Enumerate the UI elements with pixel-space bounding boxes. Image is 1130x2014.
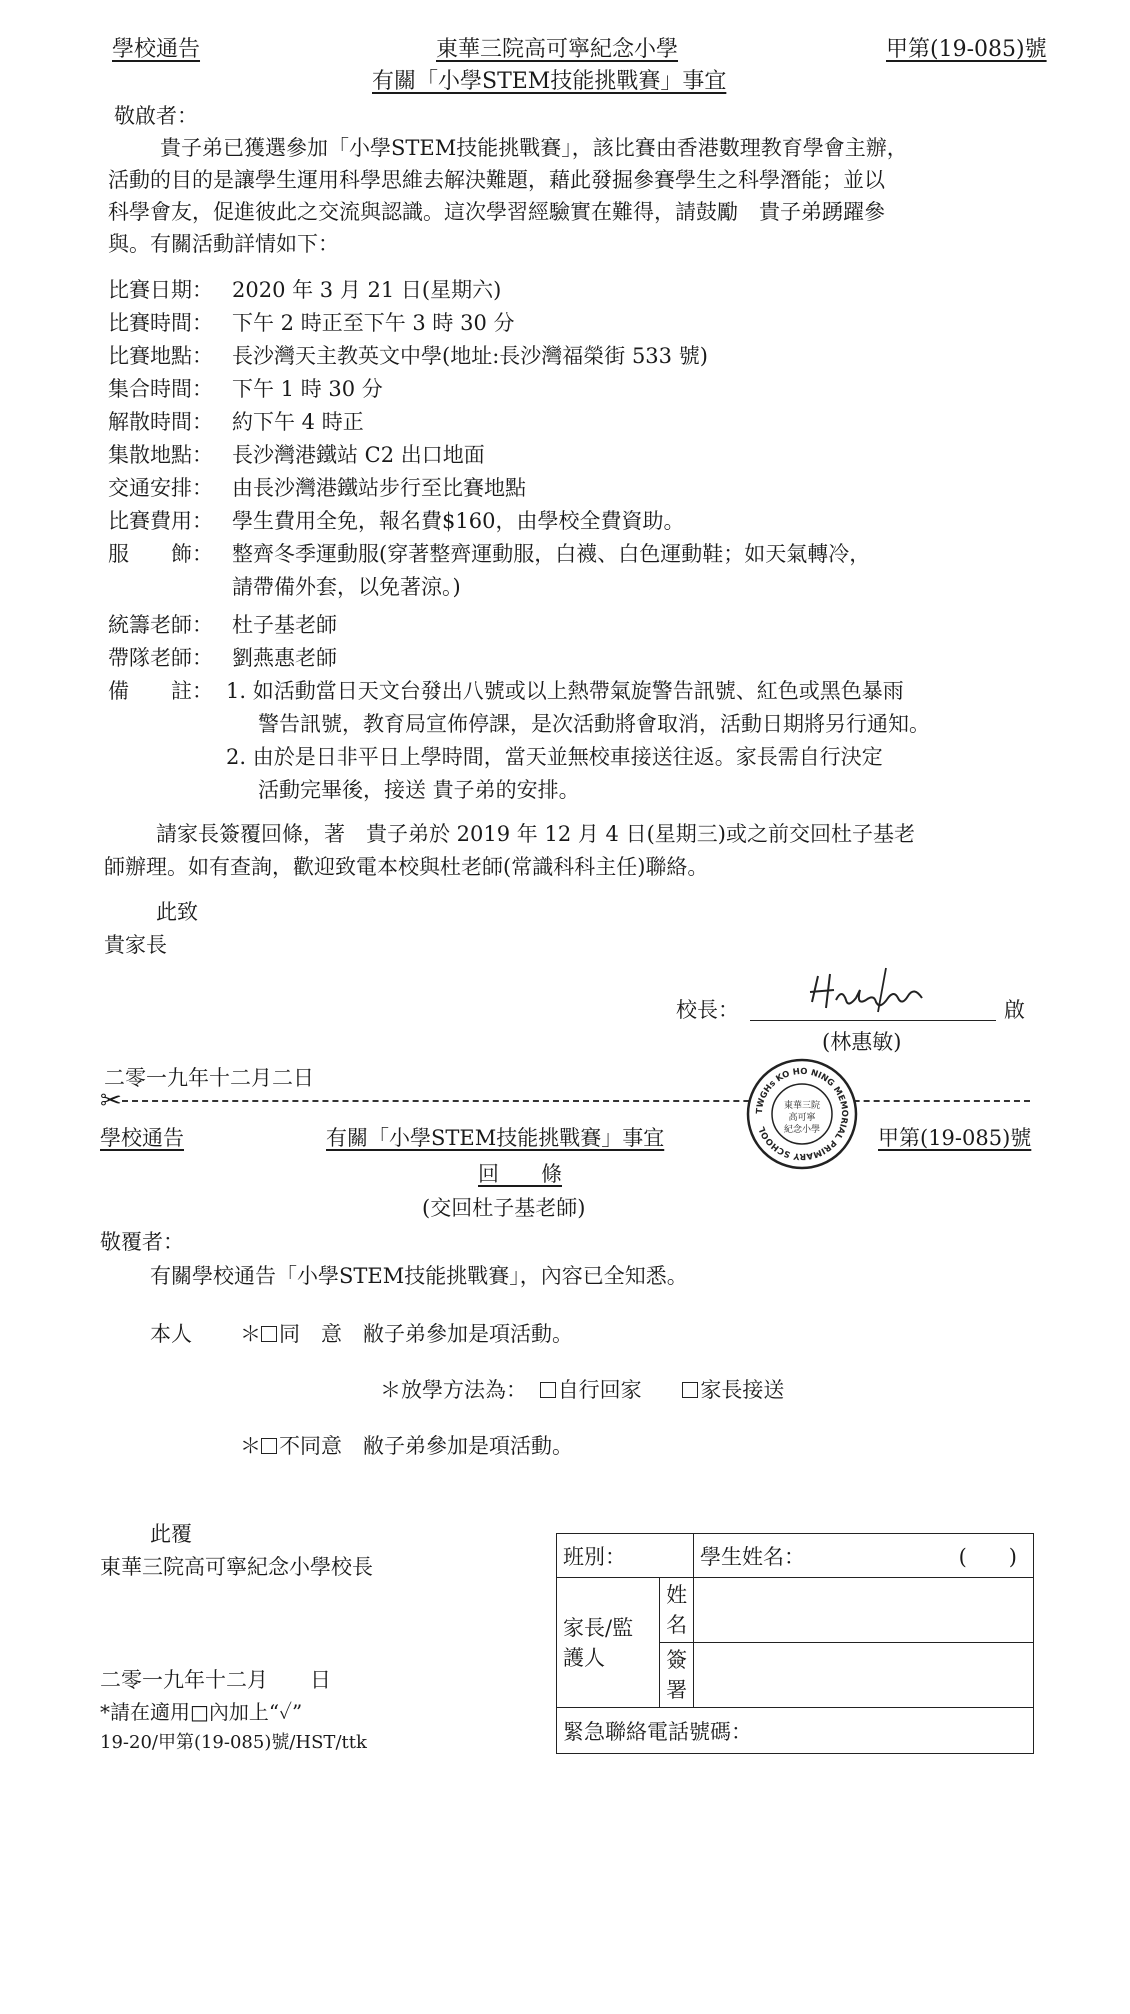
slip-return-to: (交回杜子基老師) — [422, 1196, 586, 1220]
salutation: 敬啟者： — [114, 104, 198, 128]
slip-closing: 此覆 — [150, 1522, 192, 1546]
self-home-checkbox[interactable] — [540, 1382, 556, 1398]
detail-row: 交通安排： 由長沙灣港鐵站步行至比賽地點 — [108, 476, 526, 500]
return-line: 請家長簽覆回條，著 貴子弟於 2019 年 12 月 4 日(星期三)或之前交回杜子基老 — [156, 822, 915, 846]
leader-row: 帶隊老師： 劉燕惠老師 — [108, 646, 337, 670]
disagree-option: ＊ 不同意 敝子弟參加是項活動。 — [240, 1434, 573, 1458]
remark-line: 警告訊號，教育局宣佈停課，是次活動將會取消，活動日期將另行通知。 — [258, 712, 930, 736]
student-name-cell[interactable]: 學生姓名： ( ) — [694, 1534, 1034, 1578]
notice-subject: 有關「小學STEM技能挑戰賽」事宜 — [372, 69, 727, 94]
scissors-icon: ✂ — [100, 1086, 122, 1116]
slip-date: 二零一九年十二月 日 — [100, 1668, 331, 1692]
reply-form-table — [556, 1533, 1034, 1754]
detail-row: 服 飾： 整齊冬季運動服(穿著整齊運動服，白襪、白色運動鞋；如天氣轉冷， — [108, 542, 871, 566]
notice-label: 學校通告 — [112, 37, 201, 62]
agree-option: ＊ 同 意 敝子弟參加是項活動。 — [240, 1322, 573, 1346]
slip-notice-number: 甲第(19-085)號 — [878, 1126, 1032, 1150]
cut-line — [122, 1100, 1030, 1102]
agree-checkbox[interactable] — [261, 1326, 277, 1342]
slip-notice-label: 學校通告 — [100, 1126, 184, 1150]
svg-text:東華三院: 東華三院 — [783, 1101, 821, 1111]
parent-pickup-checkbox[interactable] — [682, 1382, 698, 1398]
detail-row: 集合時間： 下午 1 時 30 分 — [108, 377, 383, 401]
slip-note: *請在適用□內加上“✓” — [100, 1700, 303, 1724]
svg-text:紀念小學: 紀念小學 — [783, 1125, 821, 1135]
school-name: 東華三院高可寧紀念小學 — [436, 37, 679, 62]
remarks-label: 備 註： — [108, 679, 213, 703]
slip-ack: 有關學校通告「小學STEM技能挑戰賽」，內容已全知悉。 — [150, 1264, 688, 1288]
intro-line: 與。有關活動詳情如下： — [108, 232, 339, 256]
detail-row: 解散時間： 約下午 4 時正 — [108, 410, 364, 434]
detail-row: 比賽地點： 長沙灣天主教英文中學(地址:長沙灣福榮街 533 號) — [108, 344, 708, 368]
notice-number: 甲第(19-085)號 — [886, 37, 1047, 62]
remark-line: 1. 如活動當日天文台發出八號或以上熱帶氣旋警告訊號、紅色或黑色暴雨 — [226, 679, 904, 703]
principal-name: (林惠敏) — [822, 1030, 902, 1054]
detail-row: 集散地點： 長沙灣港鐵站 C2 出口地面 — [108, 443, 485, 467]
intro-line: 科學會友，促進彼此之交流與認識。這次學習經驗實在難得，請鼓勵 貴子弟踴躍參 — [108, 200, 885, 224]
closing-line: 貴家長 — [104, 933, 167, 957]
notice-date: 二零一九年十二月二日 — [104, 1066, 314, 1090]
intro-line: 活動的目的是讓學生運用科學思維去解決難題，藉此發掘參賽學生之科學潛能；並以 — [108, 168, 885, 192]
school-seal-icon — [746, 1058, 858, 1170]
svg-text:高可寧: 高可寧 — [788, 1113, 816, 1123]
detail-row: 比賽日期： 2020 年 3 月 21 日(星期六) — [108, 278, 502, 302]
sign-label: 簽 署 — [660, 1643, 694, 1708]
principal-label: 校長： — [676, 998, 739, 1022]
class-cell[interactable]: 班別： — [557, 1534, 694, 1578]
dismissal-row: ＊放學方法為： 自行回家 家長接送 — [380, 1378, 785, 1402]
return-line: 師辦理。如有查詢，歡迎致電本校與杜老師(常識科科主任)聯絡。 — [104, 855, 709, 879]
disagree-checkbox[interactable] — [261, 1438, 277, 1454]
slip-ref: 19-20/甲第(19-085)號/HST/ttk — [100, 1732, 367, 1753]
slip-title: 回 條 — [478, 1162, 562, 1186]
guardian-label: 家長/監護人 — [557, 1578, 660, 1708]
attire-continuation: 請帶備外套，以免著涼。) — [232, 575, 461, 599]
coordinator-row: 統籌老師： 杜子基老師 — [108, 613, 337, 637]
closing-line: 此致 — [156, 900, 198, 924]
slip-addressee: 東華三院高可寧紀念小學校長 — [100, 1555, 373, 1579]
slip-self: 本人 — [150, 1322, 192, 1346]
guardian-name-field[interactable] — [694, 1578, 1034, 1643]
principal-signature — [800, 962, 940, 1022]
slip-subject: 有關「小學STEM技能挑戰賽」事宜 — [326, 1126, 665, 1150]
remark-line: 2. 由於是日非平日上學時間，當天並無校車接送往返。家長需自行決定 — [226, 745, 883, 769]
emergency-phone-cell[interactable]: 緊急聯絡電話號碼： — [557, 1708, 1034, 1754]
svg-text:TWGHs KO HO NING MEMORIAL PRIM: TWGHs KO HO NING MEMORIAL PRIMARY SCHOOL — [754, 1066, 850, 1162]
guardian-signature-field[interactable] — [694, 1643, 1034, 1708]
detail-row: 比賽費用： 學生費用全免，報名費$160，由學校全費資助。 — [108, 509, 685, 533]
intro-line: 貴子弟已獲選參加「小學STEM技能挑戰賽」，該比賽由香港數理教育學會主辦， — [160, 136, 908, 160]
name-label: 姓 名 — [660, 1578, 694, 1643]
detail-row: 比賽時間： 下午 2 時正至下午 3 時 30 分 — [108, 311, 515, 335]
remark-line: 活動完畢後，接送 貴子弟的安排。 — [258, 778, 580, 802]
slip-salutation: 敬覆者： — [100, 1230, 184, 1254]
qi-char: 啟 — [1004, 998, 1025, 1022]
